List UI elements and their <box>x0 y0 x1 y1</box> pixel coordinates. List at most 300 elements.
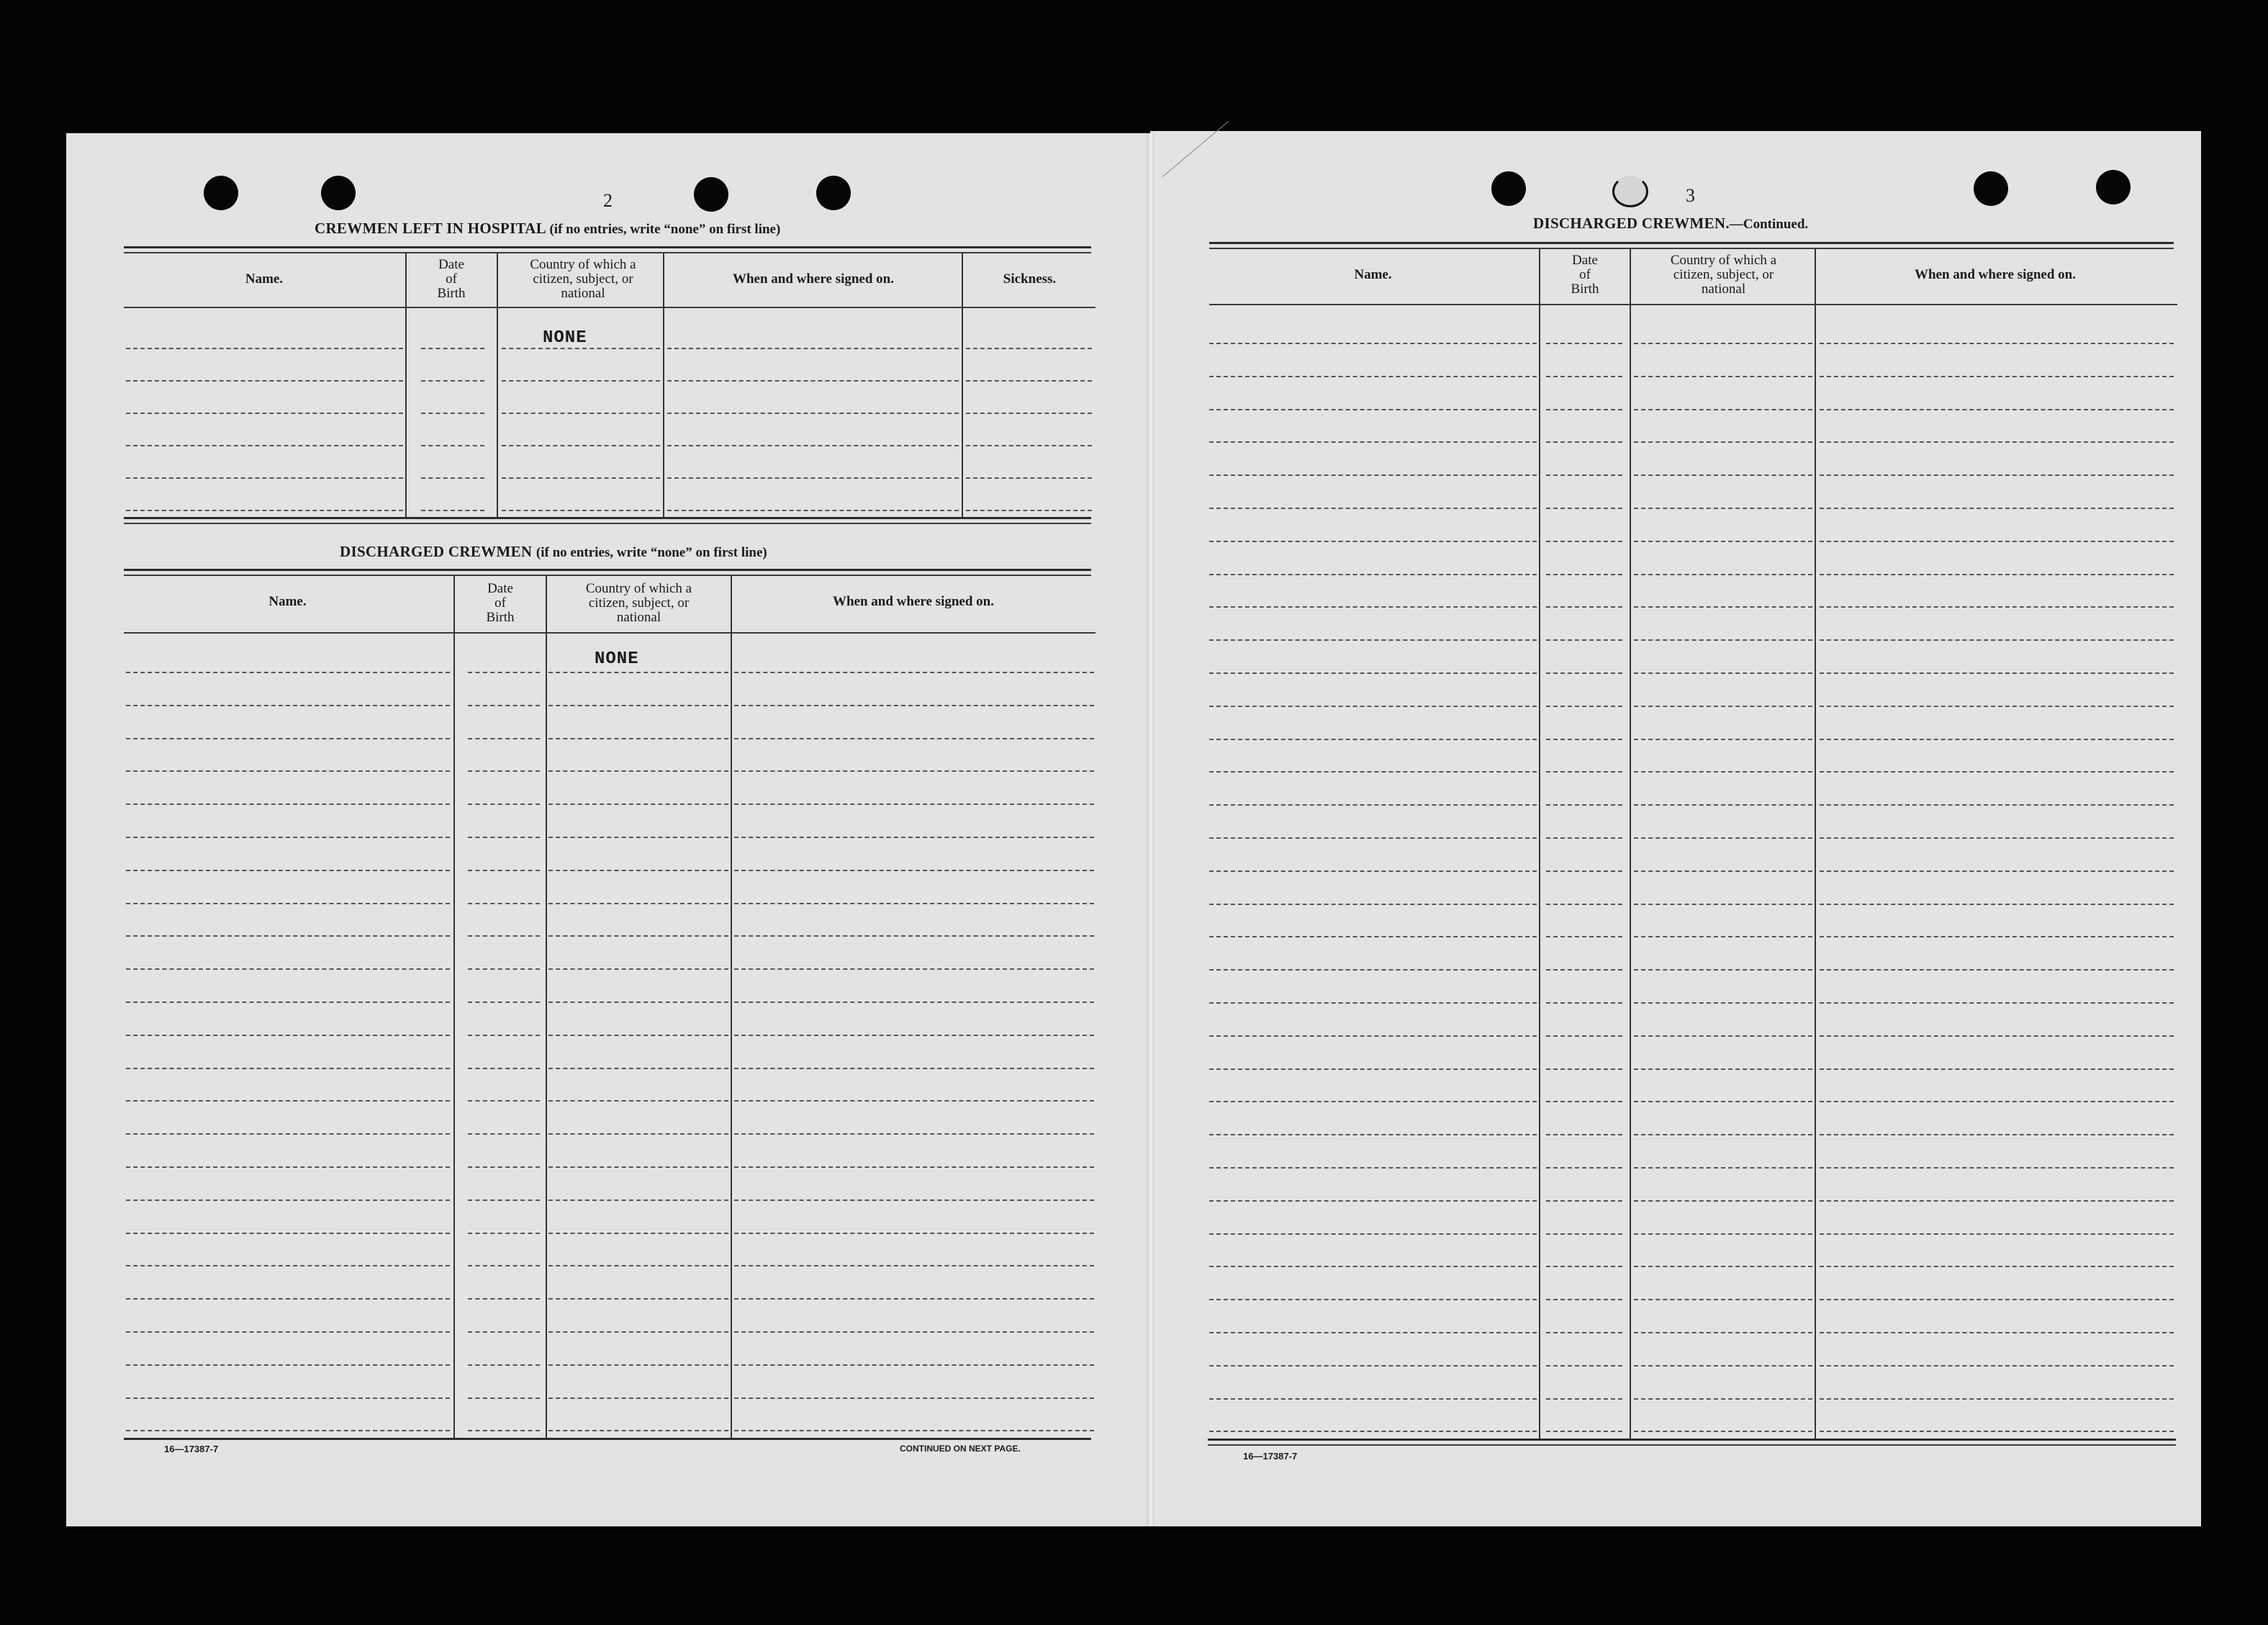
entry-line <box>1209 1299 1537 1300</box>
entry-line <box>1546 771 1622 773</box>
entry-line <box>1546 706 1622 707</box>
entry-line <box>1546 1035 1622 1037</box>
entry-line <box>734 1430 1094 1431</box>
entry-line <box>126 1133 450 1135</box>
entry-line <box>734 1100 1094 1102</box>
entry-line <box>1634 474 1812 476</box>
entry-line <box>1820 639 2174 641</box>
entry-line <box>468 1100 540 1102</box>
entry-line <box>734 1133 1094 1135</box>
entry-line <box>126 903 450 904</box>
entry-line <box>468 1430 540 1431</box>
entry-line <box>966 348 1092 349</box>
entry-line <box>548 1133 728 1135</box>
entry-line <box>1546 1101 1622 1102</box>
entry-line <box>1820 1365 2174 1367</box>
entry-line <box>1546 1431 1622 1432</box>
entry-line <box>468 1199 540 1201</box>
entry-line <box>468 903 540 904</box>
entry-line <box>468 705 540 706</box>
torn-hole-icon <box>1612 176 1648 207</box>
right-col-name: Name. <box>1354 267 1392 282</box>
entry-line <box>1820 508 2174 509</box>
continued-note: CONTINUED ON NEXT PAGE. <box>900 1444 1021 1454</box>
hospital-col-country: Country of which a citizen, subject, or national <box>530 257 636 301</box>
entry-line <box>126 672 450 673</box>
entry-line <box>1820 1134 2174 1135</box>
hospital-col-signed-on: When and where signed on. <box>732 271 894 287</box>
entry-line <box>1820 409 2174 410</box>
entry-line <box>548 1364 728 1366</box>
entry-line <box>468 968 540 970</box>
entry-line <box>1820 837 2174 839</box>
entry-line <box>1546 639 1622 641</box>
entry-line <box>734 738 1094 739</box>
entry-line <box>468 1233 540 1234</box>
entry-line <box>1820 1101 2174 1102</box>
entry-line <box>734 935 1094 937</box>
entry-line <box>548 1199 728 1201</box>
hospital-instruction: (if no entries, write “none” on first line) <box>549 222 781 237</box>
entry-line <box>1820 936 2174 937</box>
entry-line <box>126 804 450 805</box>
discharged-header-rule <box>124 632 1095 634</box>
entry-line <box>468 1331 540 1333</box>
entry-line <box>502 510 660 511</box>
entry-line <box>734 1233 1094 1234</box>
entry-line <box>1820 706 2174 707</box>
entry-line <box>1209 376 1537 377</box>
entry-line <box>1209 1167 1537 1169</box>
entry-line <box>548 1035 728 1036</box>
hospital-section-title <box>315 220 780 238</box>
entry-line <box>734 1068 1094 1069</box>
entry-line <box>126 1199 450 1201</box>
entry-line <box>1634 1200 1812 1202</box>
hospital-table-top-rule <box>124 246 1091 248</box>
hospital-entry-none: NONE <box>543 328 587 348</box>
right-table-bottom-rule-2 <box>1208 1444 2176 1446</box>
entry-line <box>734 804 1094 805</box>
entry-line <box>1546 1167 1622 1169</box>
entry-line <box>1634 1365 1812 1367</box>
entry-line <box>1634 1134 1812 1135</box>
entry-line <box>548 1298 728 1300</box>
entry-line <box>1546 1398 1622 1400</box>
entry-line <box>468 1298 540 1300</box>
discharged-col-divider <box>546 576 547 1439</box>
entry-line <box>1209 639 1537 641</box>
entry-line <box>667 477 959 479</box>
entry-line <box>1634 739 1812 740</box>
entry-line <box>1634 1332 1812 1333</box>
entry-line <box>126 1430 450 1431</box>
entry-line <box>1209 1233 1537 1235</box>
entry-line <box>421 413 484 414</box>
entry-line <box>126 1068 450 1069</box>
entry-line <box>734 672 1094 673</box>
entry-line <box>1546 409 1622 410</box>
right-col-country: Country of which a citizen, subject, or national <box>1670 253 1777 297</box>
entry-line <box>126 1265 450 1266</box>
entry-line <box>667 348 959 349</box>
entry-line <box>1209 739 1537 740</box>
entry-line <box>1820 606 2174 608</box>
punch-hole-icon <box>1974 171 2008 206</box>
entry-line <box>1209 1134 1537 1135</box>
entry-line <box>1209 541 1537 542</box>
entry-line <box>421 380 484 382</box>
left-page <box>66 133 1153 1526</box>
entry-line <box>1209 870 1537 872</box>
entry-line <box>126 477 403 479</box>
entry-line <box>1546 343 1622 344</box>
entry-line <box>1634 376 1812 377</box>
right-table-bottom-rule <box>1208 1439 2176 1441</box>
entry-line <box>126 1331 450 1333</box>
entry-line <box>1634 672 1812 674</box>
entry-line <box>1820 1035 2174 1037</box>
continued-section-title <box>1533 215 1808 233</box>
right-header-rule <box>1209 304 2177 305</box>
entry-line <box>126 1166 450 1168</box>
entry-line <box>1209 1332 1537 1333</box>
entry-line <box>734 1199 1094 1201</box>
entry-line <box>548 1166 728 1168</box>
entry-line <box>1634 1431 1812 1432</box>
entry-line <box>468 1166 540 1168</box>
entry-line <box>1546 1134 1622 1135</box>
entry-line <box>734 705 1094 706</box>
entry-line <box>126 870 450 871</box>
entry-line <box>1634 606 1812 608</box>
entry-line <box>1546 1233 1622 1235</box>
entry-line <box>1546 870 1622 872</box>
entry-line <box>502 348 660 349</box>
entry-line <box>1209 409 1537 410</box>
discharged-section-title <box>340 543 767 561</box>
entry-line <box>1820 1398 2174 1400</box>
discharged-title-text: DISCHARGED CREWMEN <box>340 543 533 560</box>
hospital-col-divider <box>497 253 498 517</box>
entry-line <box>1634 1101 1812 1102</box>
hospital-table-bottom-rule-2 <box>124 523 1091 524</box>
punch-hole-icon <box>204 176 238 210</box>
entry-line <box>1820 771 2174 773</box>
entry-line <box>468 1001 540 1003</box>
entry-line <box>468 1133 540 1135</box>
entry-line <box>1634 706 1812 707</box>
entry-line <box>1634 837 1812 839</box>
entry-line <box>1546 541 1622 542</box>
hospital-table-top-rule-2 <box>124 252 1091 253</box>
entry-line <box>1820 1002 2174 1004</box>
entry-line <box>1209 1398 1537 1400</box>
entry-line <box>966 445 1092 446</box>
entry-line <box>667 380 959 382</box>
entry-line <box>548 935 728 937</box>
entry-line <box>1634 904 1812 905</box>
entry-line <box>468 1265 540 1266</box>
entry-line <box>126 935 450 937</box>
entry-line <box>1820 474 2174 476</box>
entry-line <box>502 477 660 479</box>
discharged-table-top-rule <box>124 569 1091 571</box>
right-table-top-rule-2 <box>1209 248 2174 249</box>
entry-line <box>126 348 403 349</box>
entry-line <box>734 1397 1094 1399</box>
entry-line <box>468 672 540 673</box>
right-col-divider <box>1539 249 1540 1440</box>
entry-line <box>126 1364 450 1366</box>
entry-line <box>1634 441 1812 443</box>
entry-line <box>1209 706 1537 707</box>
entry-line <box>468 738 540 739</box>
entry-line <box>1209 672 1537 674</box>
entry-line <box>468 935 540 937</box>
entry-line <box>1209 969 1537 971</box>
entry-line <box>1634 1266 1812 1267</box>
entry-line <box>548 672 728 673</box>
entry-line <box>1209 771 1537 773</box>
entry-line <box>548 1430 728 1431</box>
hospital-col-divider <box>663 253 664 517</box>
punch-hole-icon <box>1491 171 1526 206</box>
continued-title-suffix: —Continued. <box>1729 217 1809 232</box>
entry-line <box>1209 1101 1537 1102</box>
entry-line <box>1209 837 1537 839</box>
entry-line <box>548 968 728 970</box>
entry-line <box>1820 441 2174 443</box>
entry-line <box>1546 441 1622 443</box>
entry-line <box>734 903 1094 904</box>
entry-line <box>966 413 1092 414</box>
entry-line <box>1209 1266 1537 1267</box>
entry-line <box>734 770 1094 772</box>
entry-line <box>1546 837 1622 839</box>
entry-line <box>126 1298 450 1300</box>
entry-line <box>734 968 1094 970</box>
entry-line <box>1820 541 2174 542</box>
entry-line <box>1209 441 1537 443</box>
entry-line <box>1820 904 2174 905</box>
punch-hole-icon <box>321 176 356 210</box>
entry-line <box>1546 739 1622 740</box>
entry-line <box>734 1001 1094 1003</box>
entry-line <box>1820 1332 2174 1333</box>
entry-line <box>1634 574 1812 575</box>
entry-line <box>1546 376 1622 377</box>
entry-line <box>548 870 728 871</box>
entry-line <box>548 1331 728 1333</box>
entry-line <box>1546 508 1622 509</box>
entry-line <box>667 445 959 446</box>
entry-line <box>667 413 959 414</box>
entry-line <box>1634 409 1812 410</box>
discharged-col-country: Country of which a citizen, subject, or national <box>585 581 692 625</box>
entry-line <box>1820 1233 2174 1235</box>
discharged-col-name: Name. <box>268 594 307 609</box>
entry-line <box>468 770 540 772</box>
entry-line <box>1209 904 1537 905</box>
entry-line <box>966 477 1092 479</box>
entry-line <box>421 477 484 479</box>
page-number: 2 <box>603 190 613 211</box>
right-table-top-rule <box>1209 242 2174 244</box>
entry-line <box>734 1331 1094 1333</box>
entry-line <box>548 1265 728 1266</box>
entry-line <box>1820 1431 2174 1432</box>
entry-line <box>421 510 484 511</box>
entry-line <box>734 1166 1094 1168</box>
entry-line <box>966 510 1092 511</box>
right-col-divider <box>1815 249 1816 1440</box>
entry-line <box>1209 343 1537 344</box>
entry-line <box>1546 1068 1622 1070</box>
entry-line <box>468 1364 540 1366</box>
entry-line <box>1634 1398 1812 1400</box>
entry-line <box>1209 606 1537 608</box>
form-number: 16—17387-7 <box>1243 1451 1298 1462</box>
entry-line <box>1820 1266 2174 1267</box>
continued-title-text: DISCHARGED CREWMEN. <box>1533 215 1730 232</box>
entry-line <box>548 705 728 706</box>
entry-line <box>502 445 660 446</box>
entry-line <box>1209 508 1537 509</box>
entry-line <box>1209 804 1537 806</box>
entry-line <box>548 1233 728 1234</box>
entry-line <box>1546 1299 1622 1300</box>
entry-line <box>548 804 728 805</box>
entry-line <box>734 870 1094 871</box>
entry-line <box>548 738 728 739</box>
right-page <box>1150 131 2201 1526</box>
entry-line <box>126 1001 450 1003</box>
right-col-divider <box>1630 249 1631 1440</box>
hospital-table-bottom-rule <box>124 517 1091 519</box>
entry-line <box>126 1035 450 1036</box>
hospital-col-divider <box>405 253 407 517</box>
hospital-header-rule <box>124 307 1095 308</box>
entry-line <box>1820 804 2174 806</box>
entry-line <box>1546 904 1622 905</box>
entry-line <box>1820 1299 2174 1300</box>
entry-line <box>1209 1068 1537 1070</box>
right-col-signed-on: When and where signed on. <box>1914 267 2076 282</box>
discharged-table-bottom-rule <box>124 1438 1091 1440</box>
entry-line <box>1634 343 1812 344</box>
entry-line <box>126 510 403 511</box>
entry-line <box>548 1001 728 1003</box>
entry-line <box>1634 870 1812 872</box>
entry-line <box>468 804 540 805</box>
entry-line <box>734 837 1094 838</box>
entry-line <box>1546 1365 1622 1367</box>
page-number: 3 <box>1686 185 1695 206</box>
entry-line <box>734 1035 1094 1036</box>
hospital-col-divider <box>962 253 963 517</box>
entry-line <box>1546 969 1622 971</box>
right-col-dob: Date of Birth <box>1571 253 1599 297</box>
discharged-table-top-rule-2 <box>124 575 1091 576</box>
entry-line <box>126 968 450 970</box>
entry-line <box>1209 936 1537 937</box>
entry-line <box>126 705 450 706</box>
entry-line <box>1634 1299 1812 1300</box>
entry-line <box>1546 474 1622 476</box>
binding-seam <box>1147 133 1155 1526</box>
entry-line <box>1209 1431 1537 1432</box>
entry-line <box>1634 771 1812 773</box>
hospital-col-dob: Date of Birth <box>437 257 466 301</box>
entry-line <box>1820 1167 2174 1169</box>
entry-line <box>1209 1035 1537 1037</box>
entry-line <box>548 1100 728 1102</box>
discharged-col-divider <box>453 576 455 1439</box>
entry-line <box>1209 1200 1537 1202</box>
entry-line <box>1820 739 2174 740</box>
entry-line <box>1546 574 1622 575</box>
discharged-col-signed-on: When and where signed on. <box>832 594 994 609</box>
form-number: 16—17387-7 <box>164 1444 219 1454</box>
entry-line <box>1634 1167 1812 1169</box>
hospital-title-text: CREWMEN LEFT IN HOSPITAL <box>315 220 546 237</box>
entry-line <box>548 1068 728 1069</box>
punch-hole-icon <box>816 176 851 210</box>
entry-line <box>1820 870 2174 872</box>
discharged-col-dob: Date of Birth <box>486 581 515 625</box>
entry-line <box>1209 1365 1537 1367</box>
entry-line <box>1546 606 1622 608</box>
entry-line <box>1820 343 2174 344</box>
entry-line <box>1209 1002 1537 1004</box>
entry-line <box>966 380 1092 382</box>
entry-line <box>126 445 403 446</box>
entry-line <box>1546 936 1622 937</box>
entry-line <box>468 1068 540 1069</box>
entry-line <box>468 1397 540 1399</box>
entry-line <box>734 1364 1094 1366</box>
entry-line <box>734 1298 1094 1300</box>
entry-line <box>1209 574 1537 575</box>
hospital-col-name: Name. <box>245 271 284 287</box>
discharged-col-divider <box>731 576 732 1439</box>
discharged-entry-none: NONE <box>595 649 639 669</box>
entry-line <box>1634 508 1812 509</box>
entry-line <box>1546 1200 1622 1202</box>
entry-line <box>1634 1035 1812 1037</box>
entry-line <box>548 770 728 772</box>
entry-line <box>468 837 540 838</box>
entry-line <box>126 738 450 739</box>
entry-line <box>1634 804 1812 806</box>
entry-line <box>667 510 959 511</box>
entry-line <box>1634 936 1812 937</box>
entry-line <box>502 380 660 382</box>
entry-line <box>1820 1068 2174 1070</box>
hospital-col-sickness: Sickness. <box>1003 271 1057 287</box>
entry-line <box>468 1035 540 1036</box>
entry-line <box>548 837 728 838</box>
entry-line <box>1634 541 1812 542</box>
entry-line <box>1209 474 1537 476</box>
entry-line <box>734 1265 1094 1266</box>
entry-line <box>1546 1332 1622 1333</box>
entry-line <box>1820 1200 2174 1202</box>
entry-line <box>1546 1266 1622 1267</box>
entry-line <box>126 380 403 382</box>
entry-line <box>1634 1002 1812 1004</box>
